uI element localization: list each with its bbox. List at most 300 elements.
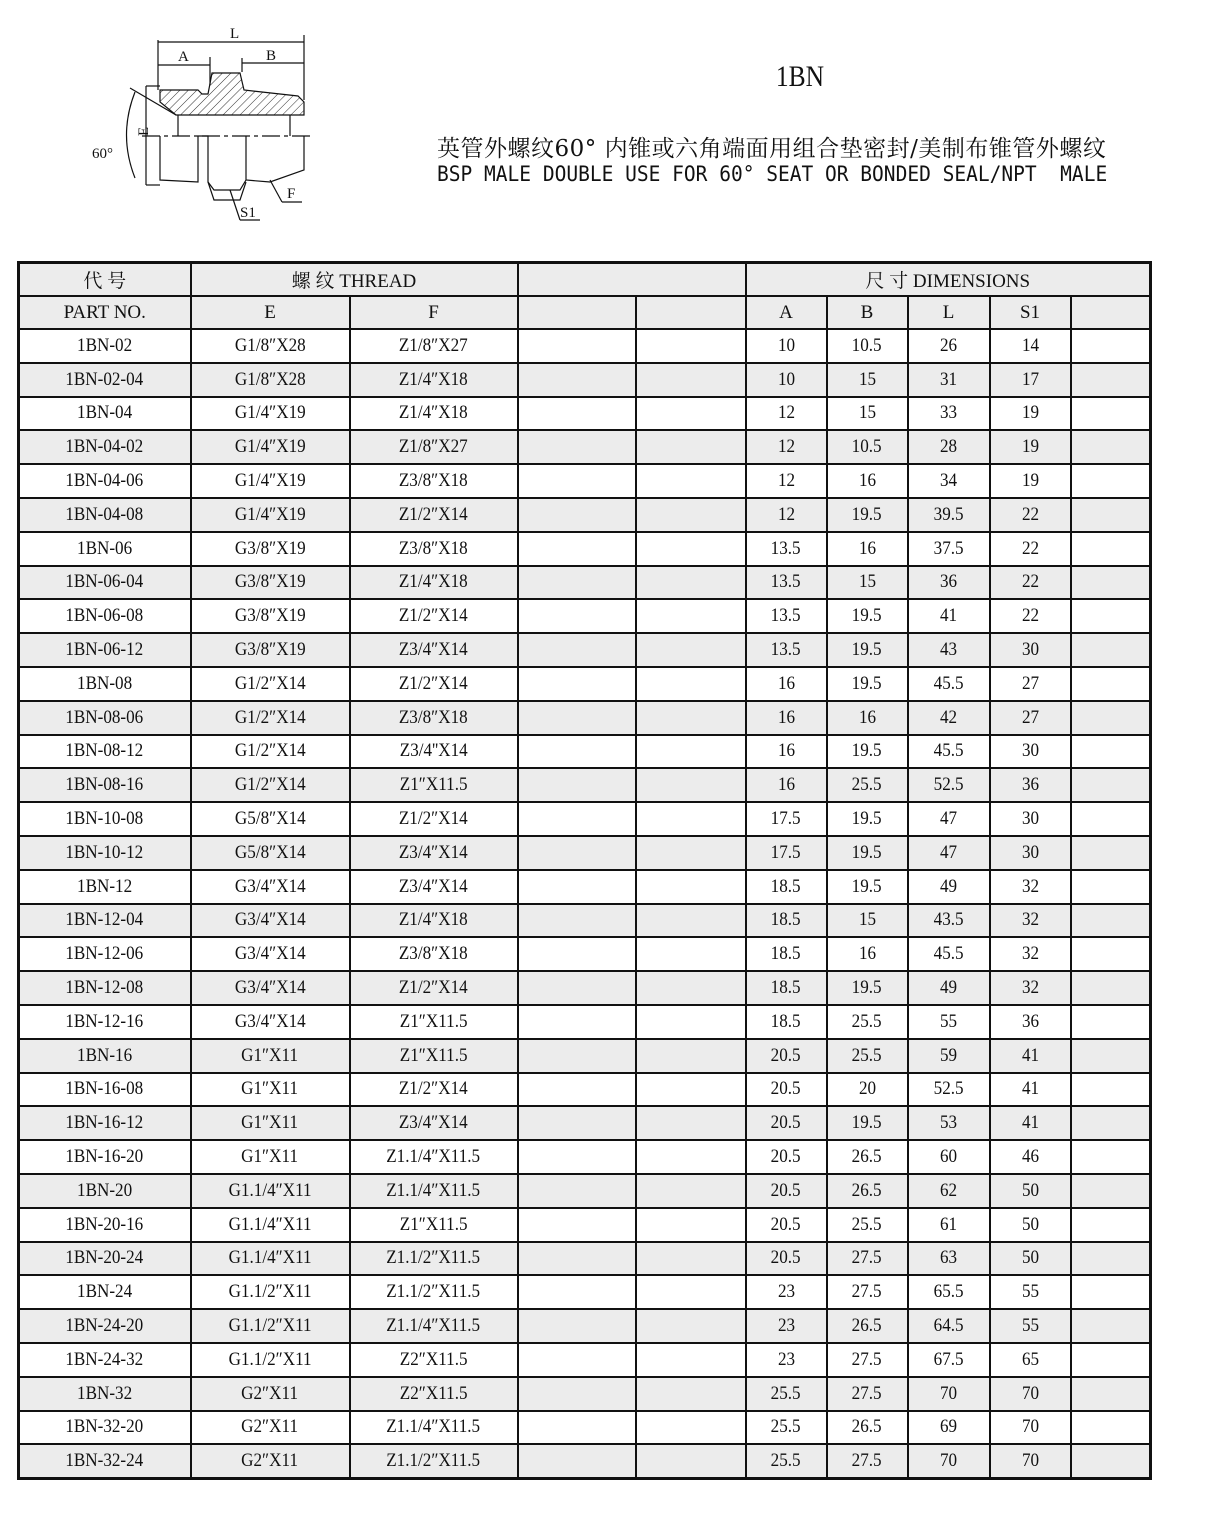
cell-text: 13.5 bbox=[771, 605, 801, 627]
cell-empty bbox=[636, 1140, 746, 1174]
cell-text: 67.5 bbox=[933, 1348, 964, 1370]
cell-text: G3/8″X19 bbox=[234, 537, 306, 559]
cell-text: 27.5 bbox=[852, 1450, 882, 1472]
cell-text: 52.5 bbox=[933, 1078, 964, 1100]
cell-dim-s1 bbox=[990, 1174, 1071, 1208]
cell-text: Z1/4″X18 bbox=[399, 571, 468, 593]
cell-text: 15 bbox=[858, 402, 876, 424]
cell-text: 15 bbox=[858, 368, 876, 390]
cell-dim-a bbox=[746, 971, 827, 1005]
cell-thread-e bbox=[191, 735, 350, 769]
cell-thread-e bbox=[191, 464, 350, 498]
cell-text: 55 bbox=[1021, 1315, 1039, 1336]
cell-empty bbox=[1071, 937, 1151, 971]
cell-text: 25.5 bbox=[852, 1213, 882, 1235]
cell-empty bbox=[636, 1106, 746, 1140]
cell-empty bbox=[1071, 768, 1151, 802]
cell-dim-l bbox=[908, 1039, 990, 1073]
cell-thread-e bbox=[191, 1275, 350, 1309]
cell-text: 49 bbox=[939, 875, 958, 897]
cell-dim-b bbox=[827, 329, 908, 363]
cell-text: 25.5 bbox=[852, 1044, 882, 1066]
cell-empty bbox=[1071, 1208, 1151, 1242]
cell-dim-b bbox=[827, 599, 908, 633]
cell-part-no bbox=[19, 971, 191, 1005]
cell-text: G1/4″X19 bbox=[234, 436, 306, 458]
cell-empty bbox=[518, 1309, 636, 1343]
cell-part-no bbox=[19, 430, 191, 464]
cell-dim-a bbox=[746, 397, 827, 431]
cell-text: 1BN-08 bbox=[77, 672, 133, 694]
label-F: F bbox=[287, 186, 296, 202]
cell-text: 1BN-04-08 bbox=[65, 503, 144, 525]
cell-dim-s1 bbox=[990, 329, 1071, 363]
cell-text: Z2″X11.5 bbox=[399, 1348, 468, 1370]
cell-text: 59 bbox=[939, 1044, 958, 1066]
cell-dim-b bbox=[827, 904, 908, 938]
header-part-en: PART NO. bbox=[19, 296, 191, 329]
cell-text: Z1/4″X18 bbox=[399, 368, 468, 390]
cell-text: 28 bbox=[939, 436, 958, 458]
cell-dim-a bbox=[746, 1444, 827, 1478]
cell-text: 19 bbox=[1021, 436, 1039, 458]
cell-thread-e bbox=[191, 1073, 350, 1107]
cell-text: 47 bbox=[939, 841, 958, 863]
cell-text: 1BN-16 bbox=[77, 1044, 133, 1066]
cell-dim-b bbox=[827, 937, 908, 971]
cell-text: 30 bbox=[1021, 639, 1039, 661]
cell-dim-l bbox=[908, 768, 990, 802]
cell-text: 27 bbox=[1021, 706, 1039, 728]
table-row bbox=[19, 566, 1151, 600]
cell-dim-a bbox=[746, 904, 827, 938]
cell-part-no bbox=[19, 532, 191, 566]
cell-text: 1BN-08-16 bbox=[65, 774, 144, 796]
cell-thread-f bbox=[350, 1039, 518, 1073]
cell-empty bbox=[518, 363, 636, 397]
cell-text: 36 bbox=[1021, 774, 1039, 796]
cell-dim-a bbox=[746, 735, 827, 769]
table-row bbox=[19, 329, 1151, 363]
cell-text: Z1/2″X14 bbox=[399, 808, 468, 830]
cell-empty bbox=[1071, 599, 1151, 633]
cell-text: G1.1/4″X11 bbox=[228, 1247, 312, 1269]
cell-thread-e bbox=[191, 566, 350, 600]
cell-dim-a bbox=[746, 870, 827, 904]
cell-empty bbox=[636, 363, 746, 397]
cell-text: 16 bbox=[858, 943, 876, 965]
cell-text: 14 bbox=[1021, 334, 1039, 356]
cell-dim-s1 bbox=[990, 1275, 1071, 1309]
header-col-b: B bbox=[827, 296, 908, 329]
cell-text: 22 bbox=[1021, 503, 1039, 525]
cell-text: 1BN-16-20 bbox=[65, 1146, 144, 1168]
cell-text: 1BN-20 bbox=[77, 1179, 133, 1201]
cell-part-no bbox=[19, 870, 191, 904]
cell-dim-l bbox=[908, 1140, 990, 1174]
cell-dim-l bbox=[908, 532, 990, 566]
cell-text: G1.1/2″X11 bbox=[228, 1281, 312, 1303]
cell-text: Z1.1/4″X11.5 bbox=[386, 1146, 481, 1168]
cell-dim-b bbox=[827, 633, 908, 667]
cell-thread-e bbox=[191, 599, 350, 633]
cell-empty bbox=[518, 633, 636, 667]
cell-thread-e bbox=[191, 701, 350, 735]
cell-text: G3/4″X14 bbox=[234, 875, 306, 897]
cell-thread-f bbox=[350, 566, 518, 600]
cell-text: Z1.1/4″X11.5 bbox=[386, 1416, 481, 1438]
cell-text: 26.5 bbox=[852, 1416, 882, 1438]
cell-dim-s1 bbox=[990, 836, 1071, 870]
cell-empty bbox=[1071, 363, 1151, 397]
cell-part-no bbox=[19, 1106, 191, 1140]
cell-empty bbox=[1071, 633, 1151, 667]
cell-empty bbox=[636, 1073, 746, 1107]
table-row bbox=[19, 633, 1151, 667]
cell-dim-b bbox=[827, 1377, 908, 1411]
cell-dim-s1 bbox=[990, 599, 1071, 633]
cell-text: Z1/4″X18 bbox=[399, 402, 468, 424]
cell-text: 1BN-08-12 bbox=[65, 740, 144, 762]
cell-text: 37.5 bbox=[933, 537, 964, 559]
header-col-blank3 bbox=[1071, 296, 1151, 329]
cell-empty bbox=[518, 802, 636, 836]
cell-thread-e bbox=[191, 1174, 350, 1208]
cell-text: 32 bbox=[1021, 943, 1039, 965]
table-row bbox=[19, 498, 1151, 532]
cell-text: 20.5 bbox=[771, 1044, 801, 1066]
cell-thread-f bbox=[350, 904, 518, 938]
table-row bbox=[19, 599, 1151, 633]
cell-part-no bbox=[19, 1242, 191, 1276]
cell-dim-l bbox=[908, 937, 990, 971]
cell-empty bbox=[1071, 1309, 1151, 1343]
cell-empty bbox=[518, 971, 636, 1005]
cell-text: 15 bbox=[858, 571, 876, 593]
cell-part-no bbox=[19, 836, 191, 870]
cell-empty bbox=[518, 397, 636, 431]
table-row bbox=[19, 397, 1151, 431]
table-row bbox=[19, 532, 1151, 566]
cell-dim-b bbox=[827, 1242, 908, 1276]
cell-thread-e bbox=[191, 1005, 350, 1039]
cell-thread-e bbox=[191, 329, 350, 363]
cell-text: 50 bbox=[1021, 1213, 1039, 1235]
cell-dim-b bbox=[827, 363, 908, 397]
cell-dim-l bbox=[908, 363, 990, 397]
cell-dim-l bbox=[908, 1208, 990, 1242]
cell-empty bbox=[518, 532, 636, 566]
cell-dim-a bbox=[746, 937, 827, 971]
cell-dim-s1 bbox=[990, 802, 1071, 836]
cell-text: 22 bbox=[1021, 537, 1039, 559]
cell-empty bbox=[518, 735, 636, 769]
cell-thread-f bbox=[350, 802, 518, 836]
cell-text: 41 bbox=[1021, 1078, 1039, 1100]
cell-text: 1BN-24-32 bbox=[65, 1348, 144, 1370]
cell-text: 41 bbox=[1021, 1044, 1039, 1066]
page-title: 1BN bbox=[775, 60, 825, 93]
cell-text: G5/8″X14 bbox=[234, 841, 306, 863]
cell-thread-f bbox=[350, 1140, 518, 1174]
cell-text: 31 bbox=[939, 368, 958, 390]
cell-empty bbox=[1071, 532, 1151, 566]
cell-text: Z3/4″X14 bbox=[399, 639, 468, 661]
cell-text: Z1/2″X14 bbox=[399, 503, 468, 525]
table-row bbox=[19, 1309, 1151, 1343]
cell-dim-b bbox=[827, 1005, 908, 1039]
cell-dim-s1 bbox=[990, 1343, 1071, 1377]
cell-text: 12 bbox=[777, 503, 795, 525]
cell-text: G1/2″X14 bbox=[234, 740, 306, 762]
table-row bbox=[19, 1377, 1151, 1411]
cell-text: 1BN-06-04 bbox=[65, 571, 144, 593]
table-row bbox=[19, 1073, 1151, 1107]
cell-dim-s1 bbox=[990, 1005, 1071, 1039]
cell-empty bbox=[1071, 701, 1151, 735]
cell-dim-s1 bbox=[990, 870, 1071, 904]
cell-text: 20.5 bbox=[771, 1112, 801, 1134]
cell-text: 19.5 bbox=[852, 503, 882, 525]
table-row bbox=[19, 937, 1151, 971]
cell-empty bbox=[1071, 1174, 1151, 1208]
cell-empty bbox=[1071, 1444, 1151, 1478]
cell-text: G1/8″X28 bbox=[234, 368, 306, 390]
cell-empty bbox=[636, 1208, 746, 1242]
cell-empty bbox=[636, 1174, 746, 1208]
cell-text: 1BN-24-20 bbox=[65, 1315, 144, 1336]
cell-text: G3/8″X19 bbox=[234, 605, 306, 627]
cell-part-no bbox=[19, 735, 191, 769]
cell-empty bbox=[518, 430, 636, 464]
cell-empty bbox=[1071, 904, 1151, 938]
cell-empty bbox=[636, 701, 746, 735]
cell-text: G1/8″X28 bbox=[234, 334, 306, 356]
table-row bbox=[19, 363, 1151, 397]
cell-text: G3/4″X14 bbox=[234, 1010, 306, 1032]
table-row bbox=[19, 836, 1151, 870]
cell-dim-s1 bbox=[990, 667, 1071, 701]
cell-text: 19.5 bbox=[852, 605, 882, 627]
cell-dim-s1 bbox=[990, 566, 1071, 600]
cell-dim-s1 bbox=[990, 464, 1071, 498]
cell-empty bbox=[636, 937, 746, 971]
cell-dim-a bbox=[746, 1208, 827, 1242]
cell-text: 70 bbox=[939, 1382, 958, 1404]
cell-part-no bbox=[19, 937, 191, 971]
cell-text: G3/4″X14 bbox=[234, 977, 306, 999]
cell-text: G1″X11 bbox=[241, 1078, 299, 1100]
cell-text: 25.5 bbox=[852, 1010, 882, 1032]
cell-dim-b bbox=[827, 1309, 908, 1343]
table-row bbox=[19, 667, 1151, 701]
cell-text: 42 bbox=[939, 706, 958, 728]
cell-thread-f bbox=[350, 1174, 518, 1208]
cell-text: 39.5 bbox=[933, 503, 964, 525]
cell-part-no bbox=[19, 904, 191, 938]
cell-empty bbox=[518, 1005, 636, 1039]
cell-dim-b bbox=[827, 498, 908, 532]
header-blank bbox=[518, 263, 746, 297]
cell-text: 1BN-12 bbox=[77, 875, 133, 897]
cell-empty bbox=[636, 599, 746, 633]
cell-dim-l bbox=[908, 1444, 990, 1478]
cell-text: 62 bbox=[939, 1179, 958, 1201]
cell-dim-l bbox=[908, 802, 990, 836]
cell-text: 10.5 bbox=[852, 436, 882, 458]
cell-dim-a bbox=[746, 802, 827, 836]
cell-thread-e bbox=[191, 1309, 350, 1343]
subtitle-chinese: 英管外螺纹60° 内锥或六角端面用组合垫密封/美制布锥管外螺纹 bbox=[437, 136, 1107, 162]
cell-thread-f bbox=[350, 1411, 518, 1445]
cell-text: Z1.1/4″X11.5 bbox=[386, 1315, 481, 1336]
cell-thread-e bbox=[191, 768, 350, 802]
cell-thread-e bbox=[191, 937, 350, 971]
cell-empty bbox=[518, 498, 636, 532]
cell-text: Z1.1/2″X11.5 bbox=[386, 1450, 481, 1472]
cell-text: 1BN-20-24 bbox=[65, 1247, 144, 1269]
cell-thread-f bbox=[350, 1106, 518, 1140]
cell-thread-f bbox=[350, 633, 518, 667]
cell-empty bbox=[1071, 1411, 1151, 1445]
cell-text: 63 bbox=[939, 1247, 958, 1269]
label-B: B bbox=[266, 48, 277, 64]
cell-text: 70 bbox=[939, 1450, 958, 1472]
cell-dim-s1 bbox=[990, 1444, 1071, 1478]
cell-text: 25.5 bbox=[771, 1382, 801, 1404]
label-S1: S1 bbox=[240, 205, 256, 221]
table-row bbox=[19, 430, 1151, 464]
cell-dim-s1 bbox=[990, 430, 1071, 464]
cell-dim-s1 bbox=[990, 498, 1071, 532]
cell-text: 1BN-02-04 bbox=[65, 368, 144, 390]
cell-dim-l bbox=[908, 633, 990, 667]
cell-part-no bbox=[19, 1073, 191, 1107]
cell-dim-s1 bbox=[990, 1073, 1071, 1107]
cell-thread-f bbox=[350, 1343, 518, 1377]
cell-empty bbox=[1071, 397, 1151, 431]
cell-text: 49 bbox=[939, 977, 958, 999]
cell-text: Z1″X11.5 bbox=[399, 1010, 468, 1032]
cell-empty bbox=[518, 566, 636, 600]
cell-text: 19.5 bbox=[852, 740, 882, 762]
cell-dim-l bbox=[908, 599, 990, 633]
cell-dim-a bbox=[746, 599, 827, 633]
cell-text: Z1″X11.5 bbox=[399, 1044, 468, 1066]
cell-text: 69 bbox=[939, 1416, 958, 1438]
cell-text: 27.5 bbox=[852, 1348, 882, 1370]
cell-dim-a bbox=[746, 1411, 827, 1445]
cell-text: 19.5 bbox=[852, 672, 882, 694]
cell-text: 1BN-06 bbox=[77, 537, 133, 559]
cell-thread-e bbox=[191, 904, 350, 938]
cell-thread-f bbox=[350, 735, 518, 769]
cell-thread-f bbox=[350, 599, 518, 633]
cell-dim-s1 bbox=[990, 937, 1071, 971]
cell-text: 70 bbox=[1021, 1416, 1039, 1438]
cell-empty bbox=[518, 1208, 636, 1242]
cell-text: 23 bbox=[777, 1281, 795, 1303]
cell-dim-l bbox=[908, 870, 990, 904]
cell-text: Z1.1/4″X11.5 bbox=[386, 1179, 481, 1201]
cell-empty bbox=[1071, 329, 1151, 363]
cell-text: G1″X11 bbox=[241, 1112, 299, 1134]
cell-text: 1BN-12-04 bbox=[65, 909, 144, 931]
header-col-a: A bbox=[746, 296, 827, 329]
cell-text: 30 bbox=[1021, 740, 1039, 762]
cell-thread-f bbox=[350, 1444, 518, 1478]
cell-thread-f bbox=[350, 498, 518, 532]
cell-text: 1BN-02 bbox=[77, 334, 133, 356]
cell-dim-b bbox=[827, 1039, 908, 1073]
cell-part-no bbox=[19, 397, 191, 431]
cell-empty bbox=[1071, 1073, 1151, 1107]
cell-dim-l bbox=[908, 1343, 990, 1377]
cell-text: 27 bbox=[1021, 672, 1039, 694]
cell-empty bbox=[1071, 1275, 1151, 1309]
cell-thread-f bbox=[350, 1005, 518, 1039]
cell-empty bbox=[518, 599, 636, 633]
cell-empty bbox=[518, 937, 636, 971]
cell-text: 16 bbox=[777, 740, 795, 762]
cell-text: 16 bbox=[777, 672, 795, 694]
header-col-s1: S1 bbox=[990, 296, 1071, 329]
cell-text: 41 bbox=[1021, 1112, 1039, 1134]
cell-text: G1/2″X14 bbox=[234, 672, 306, 694]
cell-empty bbox=[636, 1242, 746, 1276]
cell-text: 22 bbox=[1021, 571, 1039, 593]
cell-text: 65 bbox=[1021, 1348, 1039, 1370]
cell-text: 1BN-24 bbox=[77, 1281, 133, 1303]
cell-empty bbox=[636, 1411, 746, 1445]
cell-dim-l bbox=[908, 329, 990, 363]
cell-text: 22 bbox=[1021, 605, 1039, 627]
cell-text: 52.5 bbox=[933, 774, 964, 796]
cell-empty bbox=[636, 802, 746, 836]
cell-empty bbox=[518, 870, 636, 904]
cell-text: Z3/8″X18 bbox=[399, 943, 468, 965]
cell-empty bbox=[636, 464, 746, 498]
cell-text: G2″X11 bbox=[241, 1382, 299, 1404]
cell-text: G1.1/2″X11 bbox=[228, 1348, 312, 1370]
cell-text: 43.5 bbox=[933, 909, 964, 931]
cell-text: 16 bbox=[858, 537, 876, 559]
cell-thread-f bbox=[350, 397, 518, 431]
cell-empty bbox=[518, 1039, 636, 1073]
cell-text: 10 bbox=[777, 334, 795, 356]
cell-dim-s1 bbox=[990, 1377, 1071, 1411]
cell-part-no bbox=[19, 329, 191, 363]
cell-part-no bbox=[19, 802, 191, 836]
cell-part-no bbox=[19, 1208, 191, 1242]
cell-text: 20 bbox=[858, 1078, 876, 1100]
cell-text: 15 bbox=[858, 909, 876, 931]
cell-empty bbox=[518, 1174, 636, 1208]
table-row bbox=[19, 701, 1151, 735]
cell-thread-f bbox=[350, 363, 518, 397]
label-L: L bbox=[230, 26, 240, 42]
cell-dim-a bbox=[746, 430, 827, 464]
cell-text: G3/8″X19 bbox=[234, 639, 306, 661]
cell-thread-f bbox=[350, 667, 518, 701]
cell-text: 17 bbox=[1021, 368, 1039, 390]
cell-text: 36 bbox=[939, 571, 958, 593]
cell-empty bbox=[636, 329, 746, 363]
cell-part-no bbox=[19, 1377, 191, 1411]
cell-text: 50 bbox=[1021, 1179, 1039, 1201]
cell-dim-b bbox=[827, 971, 908, 1005]
cell-empty bbox=[636, 1039, 746, 1073]
